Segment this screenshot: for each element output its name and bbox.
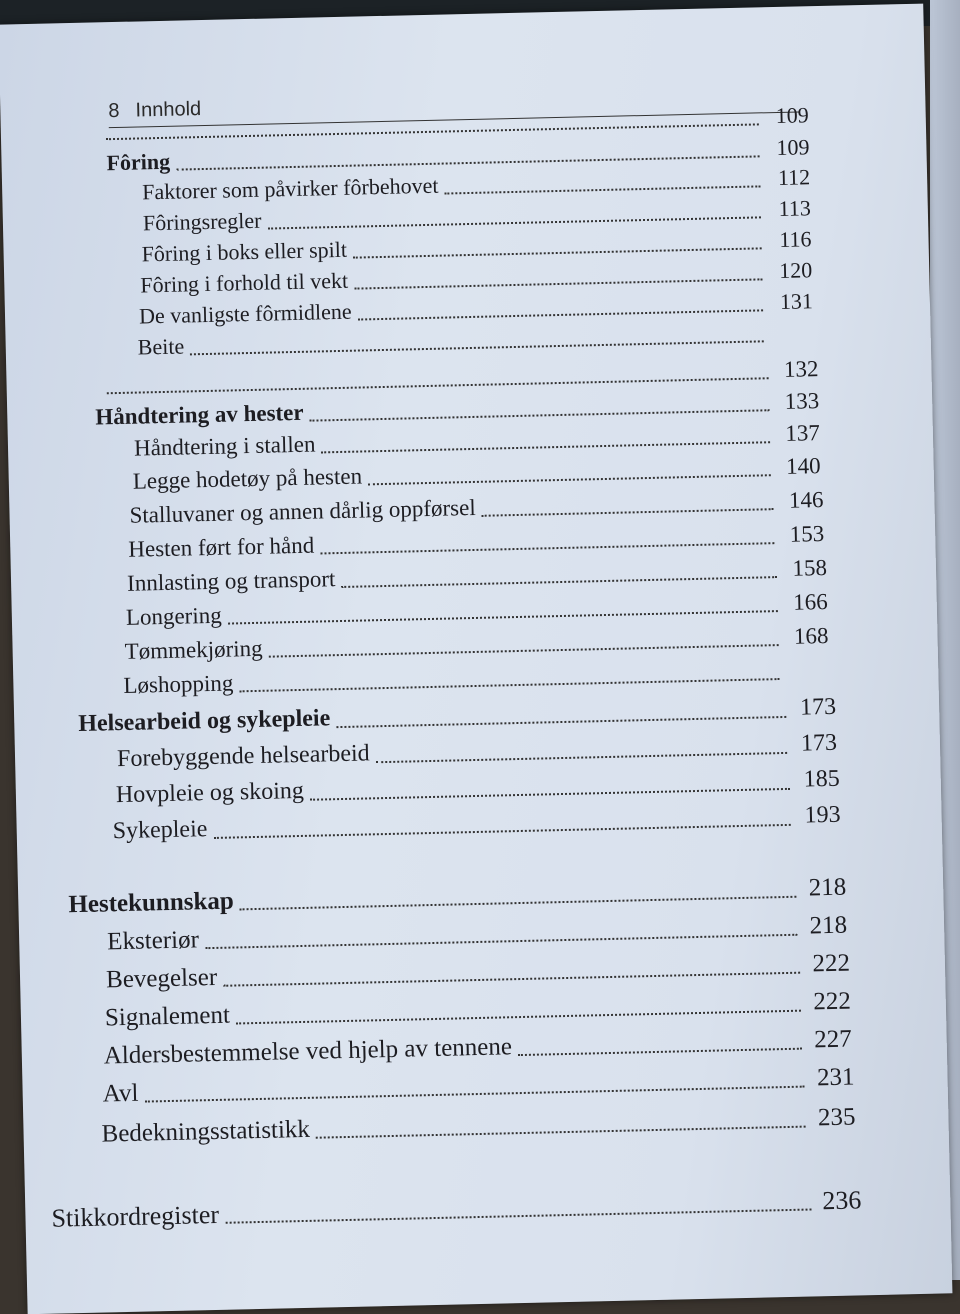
dot-leader	[316, 1126, 806, 1139]
toc-entry-title: Tømmekjøring	[124, 635, 263, 664]
dot-leader	[205, 934, 797, 949]
toc-page-number: 133	[784, 388, 820, 414]
toc-entry-title: Legge hodetøy på hesten	[132, 463, 363, 494]
toc-page-number: 168	[793, 622, 829, 649]
toc-entry-title: Fôringsregler	[142, 207, 262, 236]
toc-row	[104, 1026, 852, 1071]
toc-row	[106, 950, 850, 995]
toc-entry-title: Fôring	[106, 148, 171, 176]
book-page	[0, 4, 952, 1314]
toc-entry-title: Avl	[102, 1079, 139, 1108]
toc-entry-title: Signalement	[104, 1001, 231, 1032]
toc-entry-title: Eksteriør	[106, 926, 200, 956]
toc-row	[112, 802, 840, 846]
toc-entry-title: Hesten ført for hånd	[128, 532, 315, 562]
header-page-number: 8	[108, 99, 120, 123]
toc-row	[101, 1103, 855, 1148]
dot-leader	[482, 508, 774, 517]
dot-leader	[376, 751, 787, 762]
dot-leader	[228, 610, 778, 624]
toc-page-number: 140	[785, 453, 821, 479]
toc-page-number: 112	[777, 164, 811, 190]
dot-leader	[214, 823, 791, 838]
toc-page-number: 109	[775, 102, 809, 129]
header-title: Innhold	[135, 98, 202, 122]
dot-leader	[145, 1086, 805, 1103]
toc-page-number: 193	[804, 801, 841, 829]
toc-entry-title: Helsearbeid og sykepleie	[78, 705, 331, 737]
dot-leader	[518, 1048, 802, 1056]
dot-leader	[353, 247, 762, 258]
toc-page-number: 132	[783, 356, 819, 382]
toc-entry-title: Håndtering i stallen	[133, 431, 316, 461]
toc-page-number: 218	[808, 873, 847, 902]
toc-entry-title: Stalluvaner og annen dårlig oppførsel	[129, 494, 476, 528]
toc-row	[107, 912, 847, 957]
dot-leader	[341, 576, 777, 588]
toc-row	[123, 657, 829, 699]
toc-entry-title: Hovpleie og skoing	[115, 777, 305, 809]
toc-entry-title: Aldersbestemmelse ved hjelp av tennene	[103, 1033, 513, 1070]
toc-entry-title: Bevegelser	[105, 963, 218, 994]
dot-leader	[269, 644, 779, 658]
toc-entry-title: Hestekunnskap	[68, 887, 235, 919]
toc-page-number: 231	[816, 1063, 855, 1092]
toc-entry-title: Bedekningsstatistikk	[101, 1115, 311, 1148]
toc-entry-title: Beite	[137, 333, 185, 360]
toc-row	[51, 1185, 861, 1233]
toc-page-number: 146	[788, 487, 824, 513]
dot-leader	[225, 1208, 811, 1223]
table-of-contents	[0, 4, 952, 1314]
toc-page-number: 236	[821, 1185, 862, 1216]
dot-leader	[354, 278, 762, 289]
toc-entry-title: Håndtering av hester	[95, 399, 304, 430]
toc-page-number: 235	[817, 1103, 856, 1132]
toc-chapter-row	[68, 874, 846, 920]
dot-leader	[358, 309, 763, 320]
toc-entry-title: Longering	[125, 602, 222, 630]
toc-entry-title: Stikkordregister	[51, 1199, 220, 1233]
toc-row	[116, 766, 840, 809]
dot-leader	[190, 340, 763, 355]
toc-page-number: 153	[789, 521, 825, 547]
dot-leader	[240, 896, 797, 911]
toc-page-number: 137	[785, 420, 821, 446]
toc-entry-title: Fôring i boks eller spilt	[141, 236, 348, 267]
toc-page-number: 222	[812, 987, 852, 1016]
toc-page-number: 222	[812, 949, 851, 978]
toc-entry-title: Fôring i forhold til vekt	[140, 267, 349, 298]
toc-page-number: 113	[778, 195, 812, 221]
toc-row	[105, 988, 851, 1033]
toc-row	[117, 730, 837, 773]
toc-page-number: 173	[799, 693, 837, 721]
toc-entry-title: Faktorer som påvirker fôrbehovet	[141, 172, 439, 205]
dot-leader	[310, 787, 790, 800]
toc-page-number: 109	[776, 134, 810, 161]
toc-entry-title: De vanligste fôrmidlene	[138, 298, 352, 329]
toc-page-number: 131	[779, 288, 814, 314]
dot-leader	[445, 185, 761, 194]
toc-entry-title: Løshopping	[123, 670, 234, 698]
dot-leader	[239, 678, 779, 692]
toc-page-number: 173	[800, 729, 838, 757]
dot-leader	[368, 474, 771, 485]
toc-page-number: 227	[813, 1025, 852, 1054]
toc-page-number: 185	[803, 765, 841, 793]
toc-page-number: 166	[792, 588, 828, 615]
toc-entry-title: Innlasting og transport	[126, 566, 336, 596]
toc-page-number: 116	[779, 226, 812, 252]
dot-leader	[322, 441, 771, 453]
dot-leader	[336, 715, 786, 727]
dot-leader	[310, 409, 770, 421]
toc-page-number: 218	[809, 911, 848, 940]
toc-page-number	[785, 677, 829, 678]
toc-page-number: 120	[778, 257, 813, 283]
dot-leader	[236, 1010, 801, 1025]
dot-leader	[268, 216, 761, 229]
dot-leader	[320, 542, 774, 554]
toc-row	[102, 1063, 854, 1108]
toc-page-number: 158	[792, 554, 828, 581]
toc-page-number	[770, 339, 814, 340]
toc-entry-title: Sykepleie	[112, 816, 208, 845]
toc-entry-title: Forebyggende helsearbeid	[116, 740, 370, 773]
dot-leader	[223, 972, 800, 987]
